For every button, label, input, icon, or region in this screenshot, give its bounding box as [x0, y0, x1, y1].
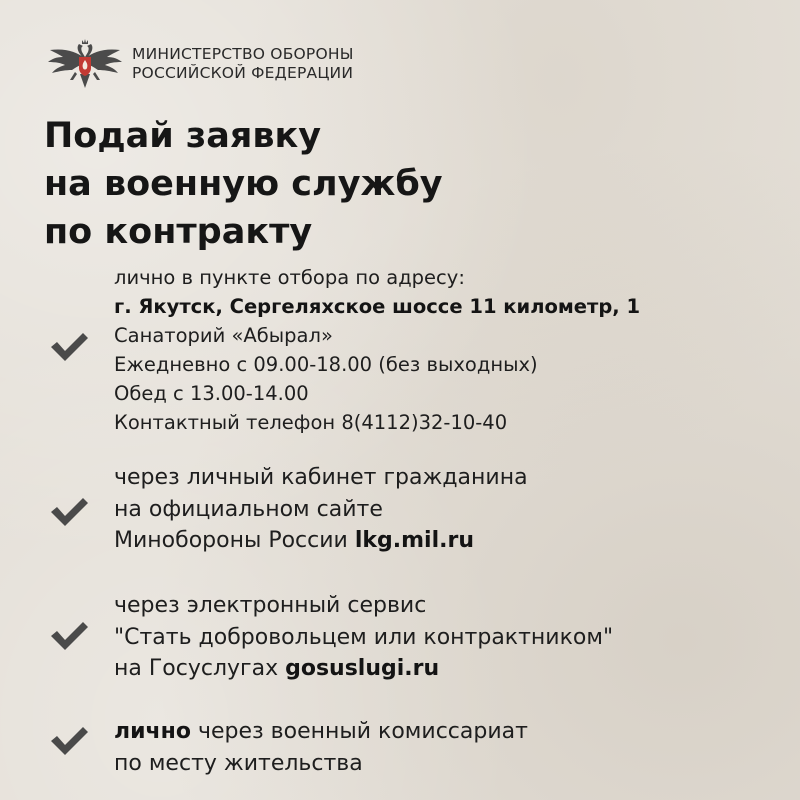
mil-website-link[interactable]: lkg.mil.ru [354, 528, 474, 553]
item3-line1: через электронный сервис [114, 593, 427, 618]
item3-line3-prefix: на Госуслугах [114, 656, 286, 681]
item4-line1 [114, 716, 528, 748]
org-name-line1: МИНИСТЕРСТВО ОБОРОНЫ [132, 45, 354, 63]
item2-line2: на официальном сайте [114, 496, 383, 522]
org-name-line2: РОССИЙСКОЙ ФЕДЕРАЦИИ [132, 64, 354, 82]
item3-line3 [114, 653, 613, 685]
item1-line1: лично в пункте отбора по адресу: [114, 266, 465, 289]
item4-line2: по месту жительства [114, 750, 363, 776]
recruitment-point-text [114, 263, 640, 437]
check-icon [48, 619, 90, 653]
gosuslugi-link[interactable]: gosuslugi.ru [285, 656, 440, 681]
check-icon [48, 495, 90, 529]
item3-line2: "Стать добровольцем или контрактником" [114, 624, 614, 650]
title-line2: на военную службу [44, 164, 443, 204]
item2-line3-prefix: Минобороны России [114, 528, 355, 553]
location-name: Санаторий «Абырал» [114, 324, 333, 347]
check-icon [48, 724, 90, 758]
title-line1: Подай заявку [44, 116, 322, 156]
double-headed-eagle-emblem-icon [46, 38, 124, 90]
organization-name [132, 45, 354, 83]
gosuslugi-text [114, 590, 613, 685]
commissariat-text [114, 716, 528, 779]
item4-line1-rest: через военный комиссариат [190, 719, 528, 744]
check-icon [48, 330, 90, 364]
header [46, 38, 354, 90]
working-hours: Ежедневно с 09.00-18.00 (без выходных) [114, 353, 538, 376]
address: г. Якутск, Сергеляхское шоссе 11 километр, 1 [114, 295, 641, 318]
page-title [44, 112, 443, 256]
lunch-hours: Обед с 13.00-14.00 [114, 382, 309, 405]
item2-line1: через личный кабинет гражданина [114, 465, 528, 490]
title-line3: по контракту [44, 212, 313, 252]
item2-line3 [114, 525, 528, 557]
item4-bold-word: лично [114, 719, 191, 744]
contact-phone: Контактный телефон 8(4112)32-10-40 [114, 411, 508, 434]
personal-account-text [114, 462, 528, 557]
